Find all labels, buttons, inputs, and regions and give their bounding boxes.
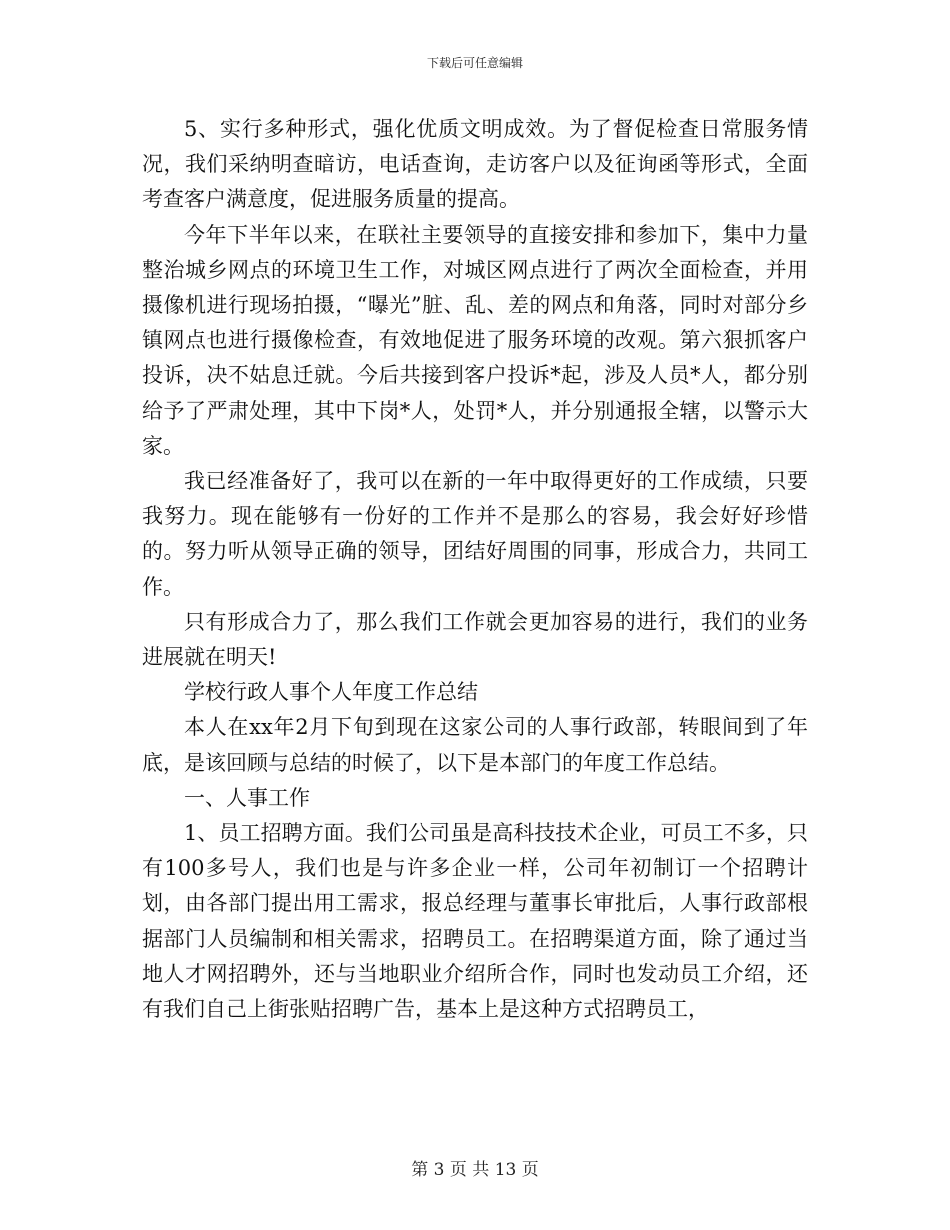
- paragraph-readiness: 我已经准备好了，我可以在新的一年中取得更好的工作成绩，只要我努力。现在能够有一份好的工作并不是那么的容易，我会好好珍惜的。努力听从领导正确的领导，团结好周围的同事，形成合力，共同工作。: [142, 469, 808, 599]
- section-title: 学校行政人事个人年度工作总结: [184, 680, 478, 705]
- paragraph-introduction: 本人在xx年2月下旬到现在这家公司的人事行政部，转眼间到了年底，是该回顾与总结的时候了，以下是本部门的年度工作总结。: [142, 715, 808, 775]
- document-body: [142, 112, 808, 1027]
- paragraph-recruitment: 1、员工招聘方面。我们公司虽是高科技技术企业，可员工不多，只有100多号人，我们也是与许多企业一样，公司年初制订一个招聘计划，由各部门提出用工需求，报总经理与董事长审批后，人事行政部根据部门人员编制和相关需求，招聘员工。在招聘渠道方面，除了通过当地人才网招聘外，还与当地职业介绍所合作，同时也发动员工介绍，还有我们自己上街张贴招聘广告，基本上是这种方式招聘员工，: [142, 821, 808, 1022]
- page-header: 下载后可任意编辑: [426, 56, 523, 70]
- paragraph-teamwork: 只有形成合力了，那么我们工作就会更加容易的进行，我们的业务进展就在明天!: [142, 609, 808, 670]
- paragraph-service-quality: 5、实行多种形式，强化优质文明成效。为了督促检查日常服务情况，我们采纳明查暗访，电话查询，走访客户以及征询函等形式，全面考查客户满意度，促进服务质量的提高。: [142, 117, 808, 212]
- page-number: 第 3 页 共 13 页: [411, 1160, 539, 1180]
- subsection-title-hr-work: 一、人事工作: [184, 785, 310, 810]
- paragraph-environment-work: 今年下半年以来，在联社主要领导的直接安排和参加下，集中力量整治城乡网点的环境卫生工作，对城区网点进行了两次全面检查，并用摄像机进行现场拍摄，“曝光”脏、乱、差的网点和角落，同时对部分乡镇网点也进行摄像检查，有效地促进了服务环境的改观。第六狠抓客户投诉，决不姑息迁就。今后共接到客户投诉*起，涉及人员*人，都分别给予了严肃处理，其中下岗*人，处罚*人，并分别通报全辖，以警示大家。: [142, 222, 808, 458]
